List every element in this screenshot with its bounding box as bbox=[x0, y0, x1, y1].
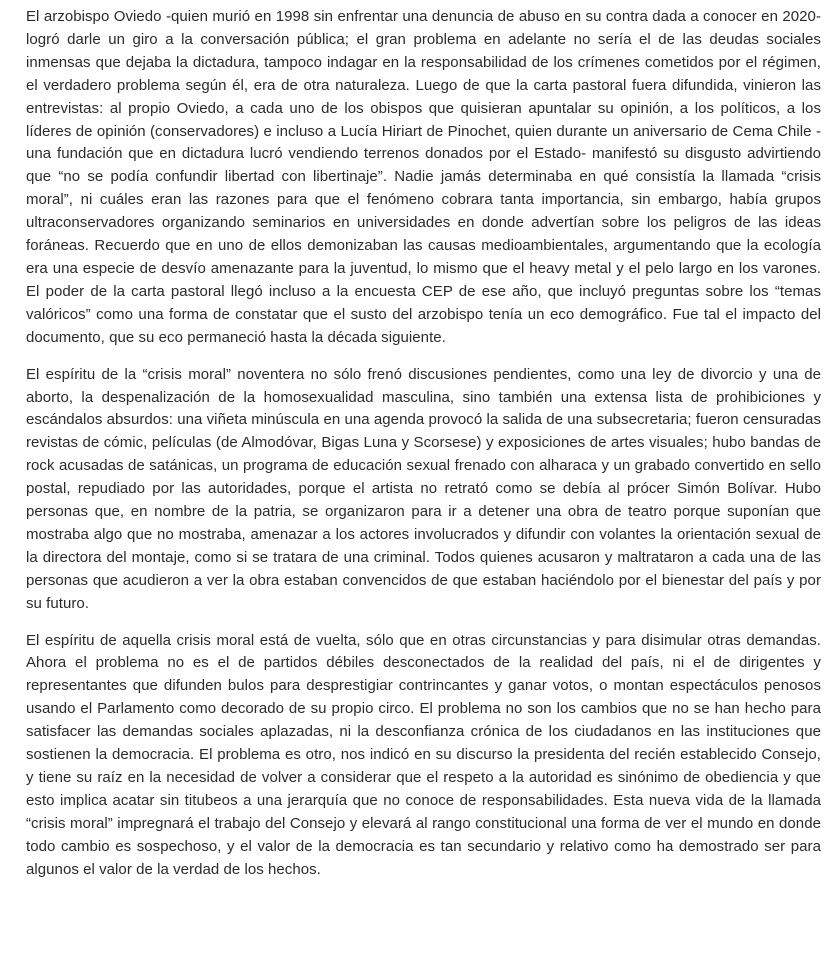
article-paragraph-3: El espíritu de aquella crisis moral está de vuelta, sólo que en otras circunstancias y para disimular otras demandas. Ahora el problema no es el de partidos débiles desconectados de la realidad del país, ni el de dirigentes y representantes que difunden bulos para desprestigiar contrincantes y ganar votos, o montan espectáculos penosos usando el Parlamento como decorado de su propio circo. El problema no son los cambios que no se han hecho para satisfacer las demandas sociales aplazadas, ni la desconfianza crónica de los ciudadanos en las instituciones que sostienen la democracia. El problema es otro, nos indicó en su discurso la presidenta del recién establecido Consejo, y tiene su raíz en la necesidad de volver a considerar que el respeto a la autoridad es sinónimo de obediencia y que esto implica acatar sin titubeos a una jerarquía que no conoce de responsabilidades. Esta nueva vida de la llamada “crisis moral” impregnará el trabajo del Consejo y elevará al rango constitucional una forma de ver el mundo en donde todo cambio es sospechoso, y el valor de la democracia es tan secundario y relativo como ha demostrado ser para algunos el valor de la verdad de los hechos. bbox=[26, 631, 821, 878]
article-paragraph-1: El arzobispo Oviedo -quien murió en 1998 sin enfrentar una denuncia de abuso en su contra dada a conocer en 2020- logró darle un giro a la conversación pública; el gran problema en adelante no sería el de las deudas sociales inmensas que dejaba la dictadura, tampoco indagar en la responsabilidad de los crímenes cometidos por el régimen, el verdadero problema según él, era de otra naturaleza. Luego de que la carta pastoral fuera difundida, vinieron las entrevistas: al propio Oviedo, a cada uno de los obispos que quisieran apuntalar su opinión, a los políticos, a los líderes de opinión (conservadores) e incluso a Lucía Hiriart de Pinochet, quien durante un aniversario de Cema Chile -una fundación que en dictadura lucró vendiendo terrenos donados por el Estado- manifestó su disgusto advirtiendo que “no se podía confundir libertad con libertinaje”. Nadie jamás determinaba en qué consistía la llamada “crisis moral”, ni cuáles eran las razones para que el fenómeno cobrara tanta importancia, sin embargo, había grupos ultraconservadores organizando seminarios en universidades en donde advertían sobre los peligros de las ideas foráneas. Recuerdo que en uno de ellos demonizaban las causas medioambientales, argumentando que la ecología era una especie de desvío amenazante para la juventud, lo mismo que el heavy metal y el pelo largo en los varones. El poder de la carta pastoral llegó incluso a la encuesta CEP de ese año, que incluyó preguntas sobre los “temas valóricos” como una forma de constatar que el susto del arzobispo tenía un eco demográfico. Fue tal el impacto del documento, que su eco permaneció hasta la década siguiente. bbox=[26, 8, 821, 346]
article-paragraph-2: El espíritu de la “crisis moral” noventera no sólo frenó discusiones pendientes, como una ley de divorcio y una de aborto, la despenalización de la homosexualidad masculina, sino también una extensa lista de prohibiciones y escándalos absurdos: una viñeta minúscula en una agenda provocó la salida de una subsecretaria; fueron censuradas revistas de cómic, películas (de Almodóvar, Bigas Luna y Scorsese) y exposiciones de artes visuales; hubo bandas de rock acusadas de satánicas, un programa de educación sexual frenado con alharaca y un grabado convertido en sello postal, repudiado por las autoridades, porque el artista no retrató como se debía al prócer Simón Bolívar. Hubo personas que, en nombre de la patria, se organizaron para ir a detener una obra de teatro porque suponían que mostraba algo que no mostraba, amenazar a los actores involucrados y difundir con volantes la orientación sexual de la directora del montaje, como si se tratara de una criminal. Todos quienes acusaron y maltrataron a cada una de las personas que acudieron a ver la obra estaban convencidos de que estaban haciéndolo por el bienestar del país y por su futuro. bbox=[26, 365, 821, 612]
